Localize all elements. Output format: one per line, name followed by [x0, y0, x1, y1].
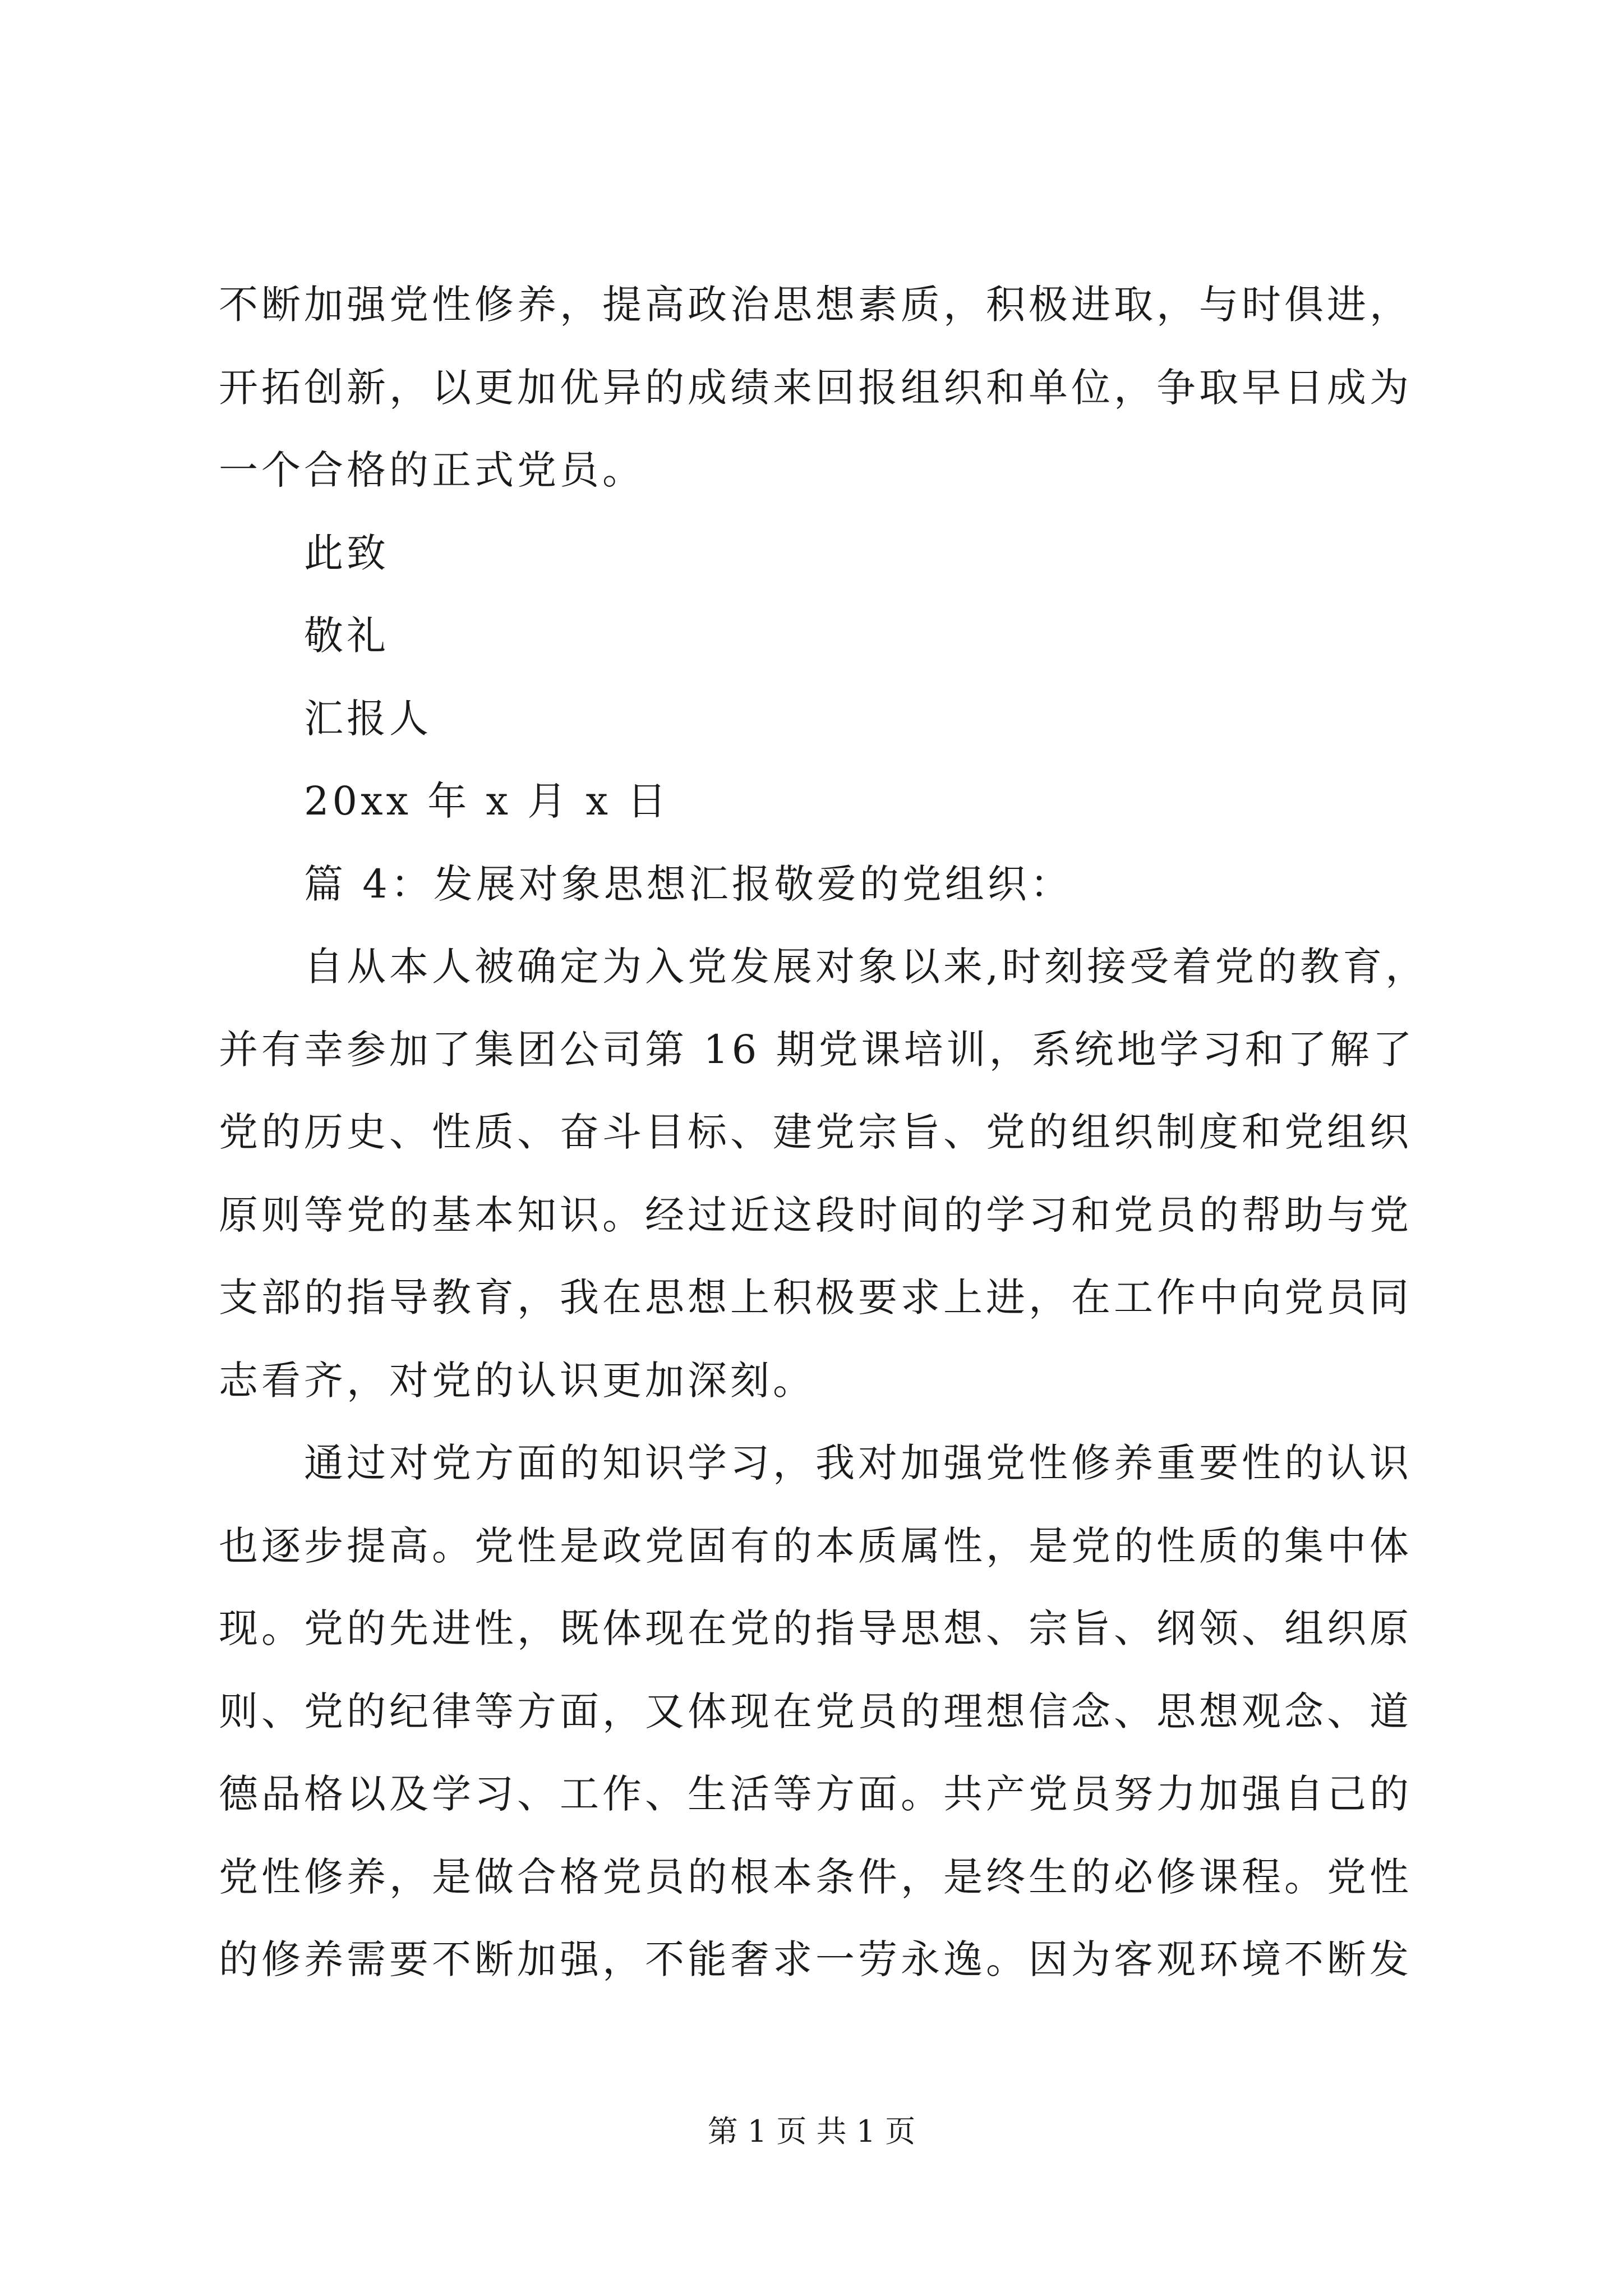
text-line: 支部的指导教育，我在思想上积极要求上进，在工作中向党员同: [219, 1274, 1412, 1320]
salutation-line: 敬礼: [304, 613, 389, 659]
text-line: 不断加强党性修养，提高政治思想素质，积极进取，与时俱进，: [219, 282, 1412, 328]
page-footer: 第 1 页 共 1 页: [707, 2114, 916, 2149]
section-heading: 篇 4：发展对象思想汇报敬爱的党组织：: [304, 861, 1073, 907]
document-body: [219, 264, 1428, 2001]
text-line: 德品格以及学习、工作、生活等方面。共产党员努力加强自己的: [219, 1771, 1412, 1817]
text-line: 也逐步提高。党性是政党固有的本质属性，是党的性质的集中体: [219, 1522, 1412, 1569]
text-line: 一个合格的正式党员。: [219, 447, 645, 493]
text-line: 现。党的先进性，既体现在党的指导思想、宗旨、纲领、组织原: [219, 1605, 1412, 1651]
text-line: 志看齐，对党的认识更加深刻。: [219, 1357, 815, 1404]
text-line: 则、党的纪律等方面，又体现在党员的理想信念、思想观念、道: [219, 1688, 1412, 1734]
text-line: 自从本人被确定为入党发展对象以来,时刻接受着党的教育，: [304, 944, 1428, 990]
text-line: 并有幸参加了集团公司第 16 期党课培训，系统地学习和了解了: [219, 1026, 1415, 1073]
salutation-line: 此致: [304, 530, 389, 576]
date-line: 20xx 年 x 月 x 日: [304, 778, 670, 824]
text-line: 党性修养，是做合格党员的根本条件，是终生的必修课程。党性: [219, 1853, 1412, 1900]
reporter-line: 汇报人: [304, 695, 432, 742]
text-line: 开拓创新，以更加优异的成绩来回报组织和单位，争取早日成为: [219, 364, 1412, 411]
text-line: 通过对党方面的知识学习，我对加强党性修养重要性的认识: [304, 1440, 1412, 1486]
text-line: 党的历史、性质、奋斗目标、建党宗旨、党的组织制度和党组织: [219, 1109, 1412, 1155]
text-line: 的修养需要不断加强，不能奢求一劳永逸。因为客观环境不断发: [219, 1936, 1412, 1982]
text-line: 原则等党的基本知识。经过近这段时间的学习和党员的帮助与党: [219, 1191, 1412, 1238]
